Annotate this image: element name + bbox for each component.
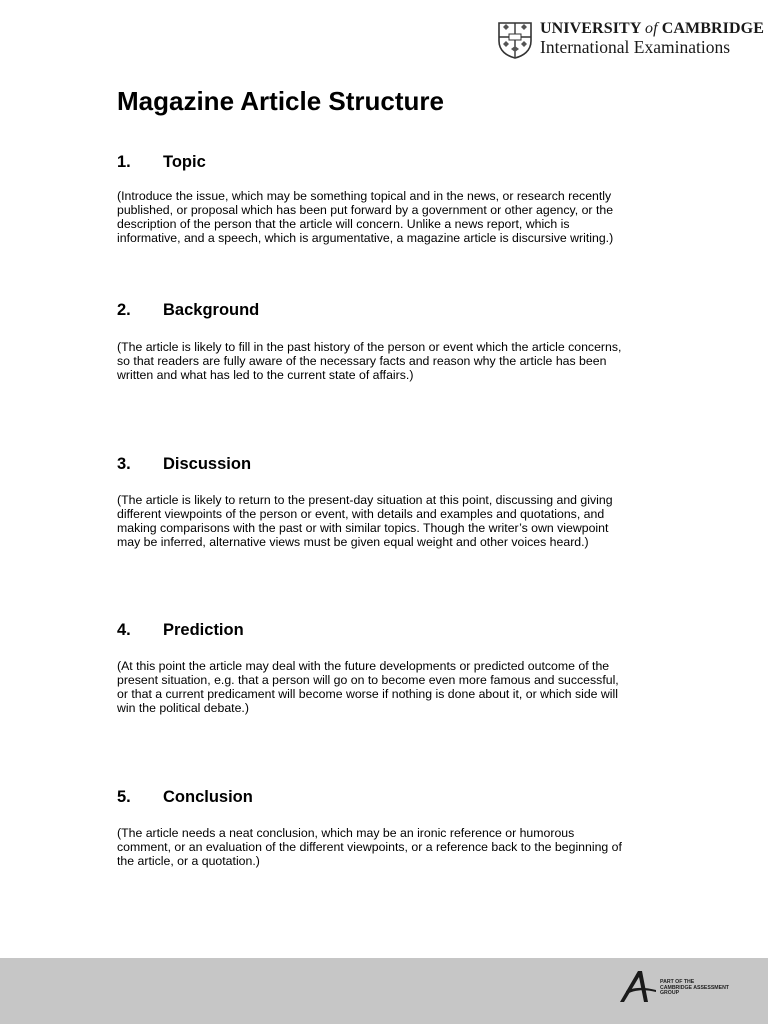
footer-bar bbox=[0, 958, 768, 1024]
section-background bbox=[117, 301, 657, 382]
cambridge-logo bbox=[497, 20, 768, 60]
page-title: Magazine Article Structure bbox=[117, 86, 445, 116]
cambridge-crest-icon bbox=[497, 21, 533, 59]
section-heading bbox=[117, 301, 657, 323]
section-heading bbox=[117, 455, 657, 477]
section-title: Conclusion bbox=[163, 788, 253, 806]
section-body: (The article is likely to return to the present-day situation at this point, discussing and giving different viewpoints of the person or event, with details and examples and quotations, and making comparisons with the past or with similar topics. Though the writer’s own viewpoint may be inferred, alternative views must be given equal weight and other voices heard.) bbox=[117, 493, 613, 549]
cambridge-assessment-a-icon bbox=[618, 969, 658, 1003]
section-body: (Introduce the issue, which may be something topical and in the news, or research recently published, or proposal which has been put forward by a government or other agency, or the description of the person that the article will concern. Unlike a news report, which is informative, and a speech, which is argumentative, a magazine article is discursive writing.) bbox=[117, 189, 614, 245]
section-heading bbox=[117, 153, 657, 175]
section-body: (The article is likely to fill in the past history of the person or event which the article concerns, so that readers are fully aware of the necessary facts and reason why the article has been written and what has led to the current state of affairs.) bbox=[117, 340, 622, 382]
section-title: Background bbox=[163, 301, 260, 319]
section-body: (At this point the article may deal with the future developments or predicted outcome of the present situation, e.g. that a person will go on to become even more famous and successful, or that a current predicament will become worse if nothing is done about it, or which side will win the political debate.) bbox=[117, 659, 619, 715]
section-number: 1. bbox=[117, 153, 131, 171]
section-number: 5. bbox=[117, 788, 131, 806]
section-heading bbox=[117, 621, 657, 643]
section-discussion bbox=[117, 455, 657, 549]
section-prediction bbox=[117, 621, 657, 715]
section-heading bbox=[117, 788, 657, 810]
section-number: 2. bbox=[117, 301, 131, 319]
section-title: Prediction bbox=[163, 621, 244, 639]
section-body: (The article needs a neat conclusion, which may be an ironic reference or humorous comment, or an evaluation of the different viewpoints, or a reference back to the beginning of the article, or a quotation.) bbox=[117, 826, 622, 868]
section-number: 3. bbox=[117, 455, 131, 473]
section-topic bbox=[117, 153, 657, 245]
section-number: 4. bbox=[117, 621, 131, 639]
section-title: Topic bbox=[163, 153, 206, 171]
examinations-name: International Examinations bbox=[540, 37, 731, 57]
footer-group-label: PART OF THE CAMBRIDGE ASSESSMENT GROUP bbox=[660, 979, 729, 997]
university-name: UNIVERSITY of CAMBRIDGE bbox=[540, 20, 764, 37]
section-title: Discussion bbox=[163, 455, 252, 473]
section-conclusion bbox=[117, 788, 657, 868]
